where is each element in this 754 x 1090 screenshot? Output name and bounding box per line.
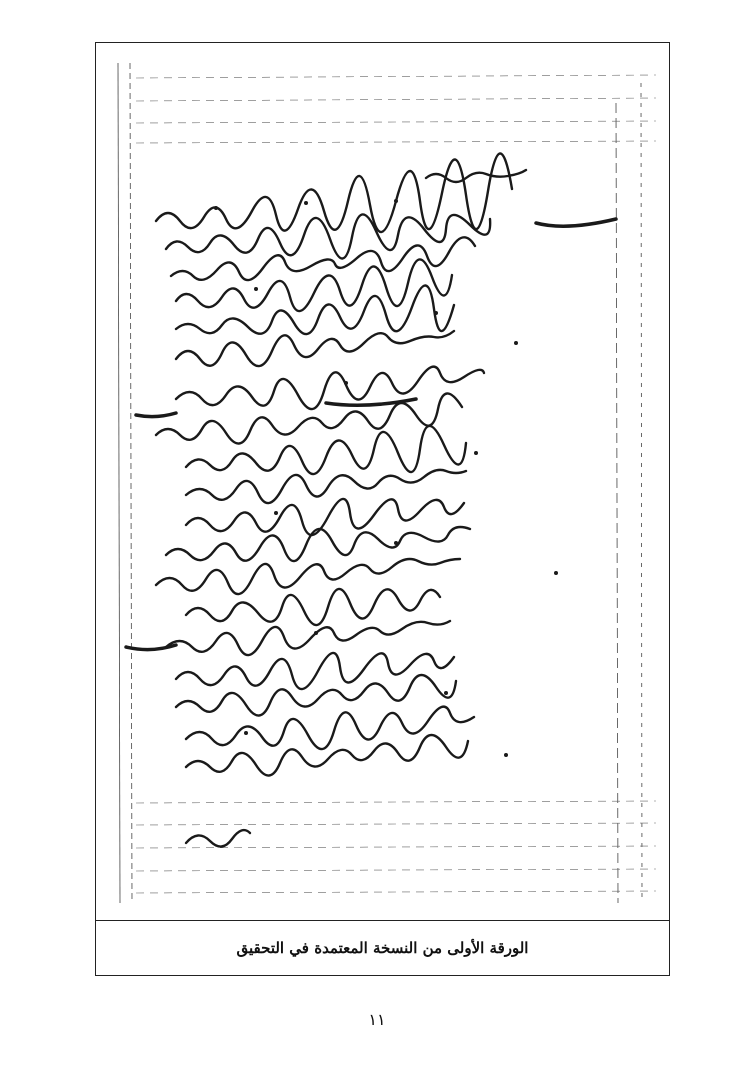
caption-band <box>96 920 669 975</box>
figure-caption: الورقة الأولى من النسخة المعتمدة في التحقيق <box>236 939 529 957</box>
manuscript-image <box>96 43 668 923</box>
page-number: ١١ <box>368 1010 386 1029</box>
manuscript-frame <box>95 42 670 976</box>
